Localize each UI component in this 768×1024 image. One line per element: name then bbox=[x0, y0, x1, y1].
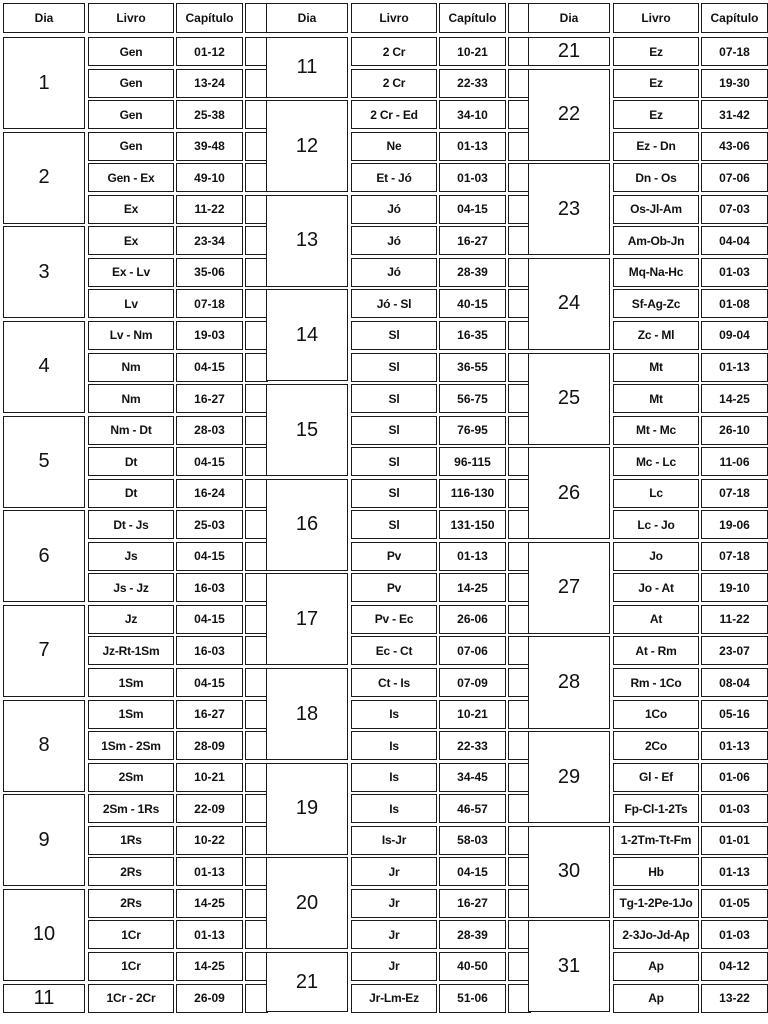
book-cell: Jó bbox=[351, 195, 437, 224]
chapter-cell: 28-39 bbox=[439, 920, 506, 949]
book-cell: Lc bbox=[613, 479, 699, 508]
book-cell: Jr bbox=[351, 952, 437, 981]
book-cell: Js bbox=[88, 542, 174, 571]
day-number: 4 bbox=[3, 321, 85, 413]
header-book: Livro bbox=[88, 3, 174, 33]
book-cell: 1Sm bbox=[88, 700, 174, 729]
book-cell: Mt bbox=[613, 384, 699, 413]
book-cell: Dt bbox=[88, 447, 174, 476]
column-separator bbox=[245, 353, 268, 382]
chapter-cell: 07-06 bbox=[439, 636, 506, 665]
chapter-cell: 19-06 bbox=[701, 510, 768, 539]
book-cell: Is bbox=[351, 763, 437, 792]
chapter-cell: 10-22 bbox=[176, 826, 243, 855]
chapter-cell: 28-03 bbox=[176, 416, 243, 445]
book-cell: Ex bbox=[88, 226, 174, 255]
day-number: 18 bbox=[266, 668, 348, 760]
column-separator bbox=[245, 3, 268, 33]
book-cell: Ne bbox=[351, 132, 437, 161]
book-cell: Gen bbox=[88, 37, 174, 66]
book-cell: 2Co bbox=[613, 731, 699, 760]
column-separator bbox=[245, 668, 268, 697]
column-separator bbox=[245, 857, 268, 886]
book-cell: Ez bbox=[613, 37, 699, 66]
day-number: 26 bbox=[528, 447, 610, 539]
book-cell: Gen bbox=[88, 132, 174, 161]
column-separator bbox=[245, 258, 268, 287]
book-cell: 1Sm - 2Sm bbox=[88, 731, 174, 760]
column-separator bbox=[245, 731, 268, 760]
day-number: 3 bbox=[3, 226, 85, 318]
day-number: 21 bbox=[528, 37, 610, 66]
chapter-cell: 04-15 bbox=[176, 447, 243, 476]
chapter-cell: 16-27 bbox=[176, 700, 243, 729]
book-cell: Nm bbox=[88, 384, 174, 413]
day-number: 27 bbox=[528, 542, 610, 634]
chapter-cell: 01-03 bbox=[439, 163, 506, 192]
book-cell: Sl bbox=[351, 384, 437, 413]
chapter-cell: 01-13 bbox=[701, 353, 768, 382]
day-number: 7 bbox=[3, 605, 85, 697]
book-cell: Sf-Ag-Zc bbox=[613, 289, 699, 318]
chapter-cell: 23-07 bbox=[701, 636, 768, 665]
column-separator bbox=[245, 510, 268, 539]
column-separator bbox=[245, 826, 268, 855]
chapter-cell: 26-10 bbox=[701, 416, 768, 445]
column-separator bbox=[245, 69, 268, 98]
book-cell: Mt bbox=[613, 353, 699, 382]
chapter-cell: 07-18 bbox=[701, 37, 768, 66]
book-cell: 2Sm - 1Rs bbox=[88, 794, 174, 823]
day-number: 17 bbox=[266, 573, 348, 665]
chapter-cell: 40-15 bbox=[439, 289, 506, 318]
column-separator bbox=[245, 542, 268, 571]
chapter-cell: 10-21 bbox=[439, 37, 506, 66]
chapter-cell: 116-130 bbox=[439, 479, 506, 508]
header-chapter: Capítulo bbox=[439, 3, 506, 33]
book-cell: Ez bbox=[613, 100, 699, 129]
day-number: 20 bbox=[266, 857, 348, 949]
book-cell: 1Cr bbox=[88, 920, 174, 949]
chapter-cell: 26-06 bbox=[439, 605, 506, 634]
book-cell: Pv - Ec bbox=[351, 605, 437, 634]
book-cell: Mc - Lc bbox=[613, 447, 699, 476]
book-cell: Jr bbox=[351, 920, 437, 949]
column-separator bbox=[245, 636, 268, 665]
chapter-cell: 39-48 bbox=[176, 132, 243, 161]
day-number: 8 bbox=[3, 700, 85, 792]
column-separator bbox=[245, 605, 268, 634]
book-cell: Os-Jl-Am bbox=[613, 195, 699, 224]
column-separator bbox=[245, 100, 268, 129]
column-separator bbox=[245, 952, 268, 981]
book-cell: Sl bbox=[351, 321, 437, 350]
book-cell: Is bbox=[351, 794, 437, 823]
column-separator bbox=[245, 321, 268, 350]
book-cell: At - Rm bbox=[613, 636, 699, 665]
chapter-cell: 04-15 bbox=[176, 542, 243, 571]
book-cell: Jr bbox=[351, 889, 437, 918]
chapter-cell: 04-15 bbox=[176, 353, 243, 382]
chapter-cell: 01-13 bbox=[176, 920, 243, 949]
book-cell: Is bbox=[351, 700, 437, 729]
chapter-cell: 01-06 bbox=[701, 763, 768, 792]
book-cell: Gen - Ex bbox=[88, 163, 174, 192]
column-separator bbox=[245, 763, 268, 792]
day-number: 22 bbox=[528, 69, 610, 161]
chapter-cell: 49-10 bbox=[176, 163, 243, 192]
book-cell: Ez - Dn bbox=[613, 132, 699, 161]
book-cell: Ex bbox=[88, 195, 174, 224]
chapter-cell: 28-39 bbox=[439, 258, 506, 287]
book-cell: Jz-Rt-1Sm bbox=[88, 636, 174, 665]
chapter-cell: 36-55 bbox=[439, 353, 506, 382]
chapter-cell: 16-03 bbox=[176, 573, 243, 602]
chapter-cell: 04-15 bbox=[439, 195, 506, 224]
book-cell: Hb bbox=[613, 857, 699, 886]
day-number: 31 bbox=[528, 920, 610, 1012]
chapter-cell: 04-12 bbox=[701, 952, 768, 981]
chapter-cell: 01-03 bbox=[701, 794, 768, 823]
book-cell: Nm bbox=[88, 353, 174, 382]
book-cell: Sl bbox=[351, 447, 437, 476]
chapter-cell: 40-50 bbox=[439, 952, 506, 981]
book-cell: Mq-Na-Hc bbox=[613, 258, 699, 287]
book-cell: 1Sm bbox=[88, 668, 174, 697]
chapter-cell: 07-06 bbox=[701, 163, 768, 192]
book-cell: At bbox=[613, 605, 699, 634]
book-cell: Dn - Os bbox=[613, 163, 699, 192]
book-cell: 2-3Jo-Jd-Ap bbox=[613, 920, 699, 949]
chapter-cell: 07-18 bbox=[701, 542, 768, 571]
book-cell: Ez bbox=[613, 69, 699, 98]
column-separator bbox=[245, 37, 268, 66]
day-number: 15 bbox=[266, 384, 348, 476]
column-separator bbox=[245, 416, 268, 445]
chapter-cell: 01-05 bbox=[701, 889, 768, 918]
book-cell: Fp-Cl-1-2Ts bbox=[613, 794, 699, 823]
day-number: 29 bbox=[528, 731, 610, 823]
book-cell: Is bbox=[351, 731, 437, 760]
column-separator bbox=[245, 132, 268, 161]
book-cell: Pv bbox=[351, 542, 437, 571]
day-number: 30 bbox=[528, 826, 610, 918]
chapter-cell: 11-22 bbox=[176, 195, 243, 224]
column-separator bbox=[245, 889, 268, 918]
chapter-cell: 43-06 bbox=[701, 132, 768, 161]
chapter-cell: 14-25 bbox=[176, 952, 243, 981]
book-cell: Jó bbox=[351, 226, 437, 255]
chapter-cell: 23-34 bbox=[176, 226, 243, 255]
chapter-cell: 96-115 bbox=[439, 447, 506, 476]
header-day: Dia bbox=[3, 3, 85, 33]
chapter-cell: 04-15 bbox=[439, 857, 506, 886]
chapter-cell: 31-42 bbox=[701, 100, 768, 129]
chapter-cell: 01-13 bbox=[439, 132, 506, 161]
chapter-cell: 01-03 bbox=[701, 920, 768, 949]
chapter-cell: 26-09 bbox=[176, 984, 243, 1013]
header-day: Dia bbox=[528, 3, 610, 33]
day-number: 23 bbox=[528, 163, 610, 255]
chapter-cell: 76-95 bbox=[439, 416, 506, 445]
header-book: Livro bbox=[613, 3, 699, 33]
day-number: 6 bbox=[3, 510, 85, 602]
book-cell: Jo bbox=[613, 542, 699, 571]
column-separator bbox=[245, 226, 268, 255]
chapter-cell: 04-04 bbox=[701, 226, 768, 255]
chapter-cell: 01-08 bbox=[701, 289, 768, 318]
chapter-cell: 07-18 bbox=[176, 289, 243, 318]
chapter-cell: 07-09 bbox=[439, 668, 506, 697]
book-cell: Jr-Lm-Ez bbox=[351, 984, 437, 1013]
day-number: 11 bbox=[266, 37, 348, 98]
book-cell: 2 Cr - Ed bbox=[351, 100, 437, 129]
book-cell: Is-Jr bbox=[351, 826, 437, 855]
header-chapter: Capítulo bbox=[176, 3, 243, 33]
day-number: 24 bbox=[528, 258, 610, 350]
chapter-cell: 10-21 bbox=[439, 700, 506, 729]
book-cell: 2 Cr bbox=[351, 37, 437, 66]
chapter-cell: 25-38 bbox=[176, 100, 243, 129]
book-cell: Ct - Is bbox=[351, 668, 437, 697]
book-cell: Ex - Lv bbox=[88, 258, 174, 287]
book-cell: Sl bbox=[351, 353, 437, 382]
book-cell: 2 Cr bbox=[351, 69, 437, 98]
column-separator bbox=[245, 573, 268, 602]
header-day: Dia bbox=[266, 3, 348, 33]
chapter-cell: 22-09 bbox=[176, 794, 243, 823]
book-cell: 2Rs bbox=[88, 857, 174, 886]
book-cell: Sl bbox=[351, 479, 437, 508]
book-cell: Jo - At bbox=[613, 573, 699, 602]
chapter-cell: 51-06 bbox=[439, 984, 506, 1013]
column-separator bbox=[245, 920, 268, 949]
book-cell: Jr bbox=[351, 857, 437, 886]
chapter-cell: 34-10 bbox=[439, 100, 506, 129]
chapter-cell: 11-22 bbox=[701, 605, 768, 634]
chapter-cell: 16-35 bbox=[439, 321, 506, 350]
book-cell: 2Sm bbox=[88, 763, 174, 792]
book-cell: Nm - Dt bbox=[88, 416, 174, 445]
column-separator bbox=[245, 700, 268, 729]
day-number: 2 bbox=[3, 132, 85, 224]
chapter-cell: 58-03 bbox=[439, 826, 506, 855]
book-cell: Lv - Nm bbox=[88, 321, 174, 350]
header-chapter: Capítulo bbox=[701, 3, 768, 33]
book-cell: 2Rs bbox=[88, 889, 174, 918]
book-cell: Dt bbox=[88, 479, 174, 508]
book-cell: 1Cr - 2Cr bbox=[88, 984, 174, 1013]
book-cell: Dt - Js bbox=[88, 510, 174, 539]
day-number: 11 bbox=[3, 984, 85, 1013]
chapter-cell: 05-16 bbox=[701, 700, 768, 729]
chapter-cell: 25-03 bbox=[176, 510, 243, 539]
chapter-cell: 35-06 bbox=[176, 258, 243, 287]
book-cell: Zc - Ml bbox=[613, 321, 699, 350]
chapter-cell: 14-25 bbox=[701, 384, 768, 413]
book-cell: Jó - Sl bbox=[351, 289, 437, 318]
chapter-cell: 22-33 bbox=[439, 69, 506, 98]
book-cell: Et - Jó bbox=[351, 163, 437, 192]
book-cell: Gl - Ef bbox=[613, 763, 699, 792]
chapter-cell: 07-03 bbox=[701, 195, 768, 224]
chapter-cell: 01-13 bbox=[701, 857, 768, 886]
chapter-cell: 14-25 bbox=[176, 889, 243, 918]
book-cell: Jz bbox=[88, 605, 174, 634]
chapter-cell: 34-45 bbox=[439, 763, 506, 792]
chapter-cell: 11-06 bbox=[701, 447, 768, 476]
chapter-cell: 131-150 bbox=[439, 510, 506, 539]
book-cell: Am-Ob-Jn bbox=[613, 226, 699, 255]
column-separator bbox=[245, 447, 268, 476]
chapter-cell: 14-25 bbox=[439, 573, 506, 602]
day-number: 28 bbox=[528, 636, 610, 728]
day-number: 21 bbox=[266, 952, 348, 1013]
chapter-cell: 19-03 bbox=[176, 321, 243, 350]
book-cell: Ap bbox=[613, 952, 699, 981]
column-separator bbox=[245, 195, 268, 224]
book-cell: 1Co bbox=[613, 700, 699, 729]
book-cell: Ec - Ct bbox=[351, 636, 437, 665]
chapter-cell: 19-10 bbox=[701, 573, 768, 602]
book-cell: Lv bbox=[88, 289, 174, 318]
chapter-cell: 01-01 bbox=[701, 826, 768, 855]
column-separator bbox=[245, 984, 268, 1013]
chapter-cell: 16-27 bbox=[439, 226, 506, 255]
chapter-cell: 04-15 bbox=[176, 668, 243, 697]
chapter-cell: 01-12 bbox=[176, 37, 243, 66]
column-separator bbox=[245, 289, 268, 318]
book-cell: Js - Jz bbox=[88, 573, 174, 602]
book-cell: Jó bbox=[351, 258, 437, 287]
chapter-cell: 08-04 bbox=[701, 668, 768, 697]
chapter-cell: 28-09 bbox=[176, 731, 243, 760]
chapter-cell: 46-57 bbox=[439, 794, 506, 823]
chapter-cell: 19-30 bbox=[701, 69, 768, 98]
day-number: 5 bbox=[3, 416, 85, 508]
chapter-cell: 13-22 bbox=[701, 984, 768, 1013]
chapter-cell: 01-03 bbox=[701, 258, 768, 287]
book-cell: Tg-1-2Pe-1Jo bbox=[613, 889, 699, 918]
chapter-cell: 01-13 bbox=[176, 857, 243, 886]
book-cell: Ap bbox=[613, 984, 699, 1013]
column-separator bbox=[245, 479, 268, 508]
chapter-cell: 04-15 bbox=[176, 605, 243, 634]
day-number: 19 bbox=[266, 763, 348, 855]
column-separator bbox=[245, 794, 268, 823]
day-number: 14 bbox=[266, 289, 348, 381]
day-number: 1 bbox=[3, 37, 85, 129]
chapter-cell: 10-21 bbox=[176, 763, 243, 792]
day-number: 10 bbox=[3, 889, 85, 981]
chapter-cell: 01-13 bbox=[701, 731, 768, 760]
day-number: 25 bbox=[528, 353, 610, 445]
book-cell: Gen bbox=[88, 100, 174, 129]
day-number: 16 bbox=[266, 479, 348, 571]
chapter-cell: 07-18 bbox=[701, 479, 768, 508]
book-cell: Rm - 1Co bbox=[613, 668, 699, 697]
book-cell: Sl bbox=[351, 510, 437, 539]
day-number: 9 bbox=[3, 794, 85, 886]
chapter-cell: 56-75 bbox=[439, 384, 506, 413]
chapter-cell: 22-33 bbox=[439, 731, 506, 760]
header-book: Livro bbox=[351, 3, 437, 33]
book-cell: Mt - Mc bbox=[613, 416, 699, 445]
chapter-cell: 16-27 bbox=[439, 889, 506, 918]
book-cell: Gen bbox=[88, 69, 174, 98]
chapter-cell: 13-24 bbox=[176, 69, 243, 98]
chapter-cell: 16-27 bbox=[176, 384, 243, 413]
book-cell: 1Rs bbox=[88, 826, 174, 855]
day-number: 13 bbox=[266, 195, 348, 287]
chapter-cell: 01-13 bbox=[439, 542, 506, 571]
chapter-cell: 09-04 bbox=[701, 321, 768, 350]
book-cell: Pv bbox=[351, 573, 437, 602]
chapter-cell: 16-03 bbox=[176, 636, 243, 665]
column-separator bbox=[245, 163, 268, 192]
chapter-cell: 16-24 bbox=[176, 479, 243, 508]
book-cell: Sl bbox=[351, 416, 437, 445]
day-number: 12 bbox=[266, 100, 348, 192]
book-cell: Lc - Jo bbox=[613, 510, 699, 539]
book-cell: 1Cr bbox=[88, 952, 174, 981]
column-separator bbox=[245, 384, 268, 413]
book-cell: 1-2Tm-Tt-Fm bbox=[613, 826, 699, 855]
